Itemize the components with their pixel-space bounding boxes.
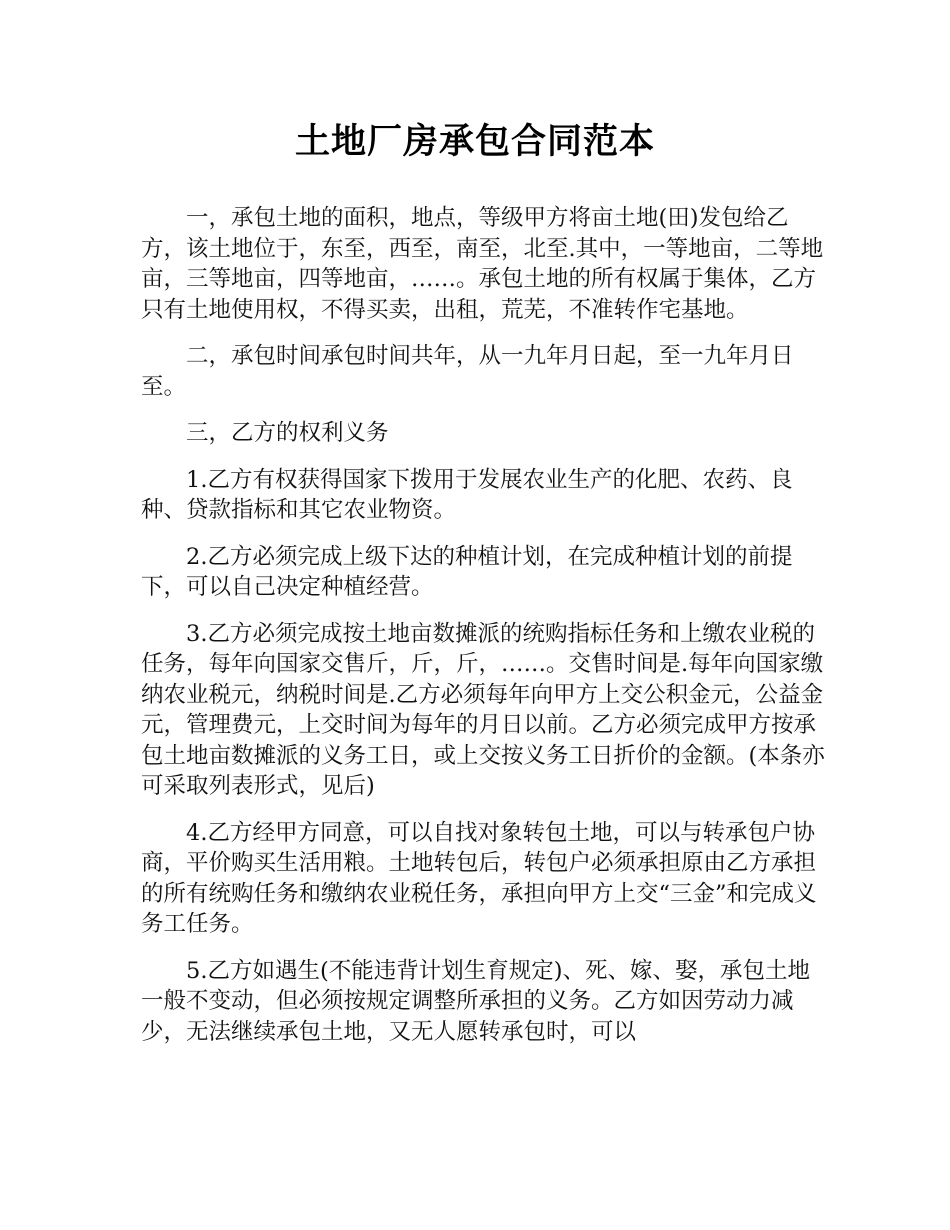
clause-4-subcontract: 4.乙方经甲方同意，可以自找对象转包土地，可以与转承包户协商，平价购买生活用粮。土地转包后，转包户必须承担原由乙方承担的所有统购任务和缴纳农业税任务，承担向甲方上交“三金”和完成义务工任务。	[141, 819, 817, 937]
document-title: 土地厂房承包合同范本	[294, 122, 655, 162]
paragraph-3-heading-rights: 三，乙方的权利义务	[186, 420, 389, 446]
clause-2-planting-plan: 2.乙方必须完成上级下达的种植计划，在完成种植计划的前提下，可以自己决定种植经营。	[141, 543, 793, 600]
paragraph-1-area-location: 一，承包土地的面积，地点，等级甲方将亩土地(田)发包给乙方，该土地位于，东至，西至，南至，北至.其中，一等地亩，二等地亩，三等地亩，四等地亩，……。承包土地的所有权属于集体，乙方只有土地使用权，不得买卖，出租，荒芜，不准转作宅基地。	[141, 205, 824, 323]
clause-5-changes: 5.乙方如遇生(不能违背计划生育规定)、死、嫁、娶，承包土地一般不变动，但必须按规定调整所承担的义务。乙方如因劳动力减少，无法继续承包土地，又无人愿转承包时，可以	[141, 957, 811, 1045]
paragraph-2-term: 二，承包时间承包时间共年，从一九年月日起，至一九年月日至。	[141, 343, 794, 400]
clause-1-materials: 1.乙方有权获得国家下拨用于发展农业生产的化肥、农药、良种、贷款指标和其它农业物资。	[141, 466, 793, 523]
clause-3-taxes-quotas: 3.乙方必须完成按土地亩数摊派的统购指标任务和上缴农业税的任务，每年向国家交售斤，斤，斤，……。交售时间是.每年向国家缴纳农业税元，纳税时间是.乙方必须每年向甲方上交公积金元，公益金元，管理费元，上交时间为每年的月日以前。乙方必须完成甲方按承包土地亩数摊派的义务工日，或上交按义务工日折价的金额。(本条亦可采取列表形式，见后)	[141, 620, 825, 799]
document-body	[141, 203, 831, 1063]
